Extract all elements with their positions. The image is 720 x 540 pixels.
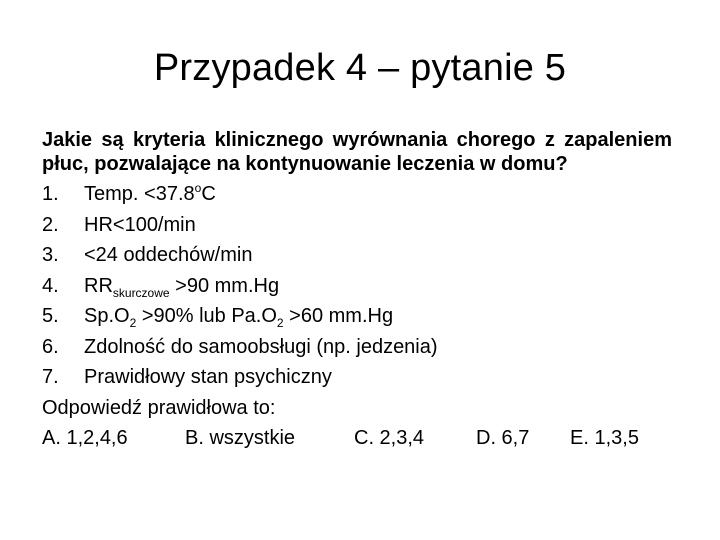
- criterion-text-part: C: [201, 183, 216, 205]
- question-text: Jakie są kryteria klinicznego wyrównania chorego z zapaleniem płuc, pozwalające na kontynuowanie leczenia w domu?: [42, 129, 672, 175]
- criterion-item: [42, 179, 672, 210]
- criterion-text: [84, 271, 672, 302]
- criterion-number: 2.: [42, 213, 59, 236]
- answer-option-d: D. 6,7: [476, 427, 530, 449]
- criterion-item: [42, 301, 672, 332]
- criterion-text: [84, 301, 672, 332]
- criterion-text-part: >90% lub Pa.O: [136, 305, 277, 327]
- answer-option-b: B. wszystkie: [185, 427, 296, 449]
- answer-option-a: A. 1,2,4,6: [42, 427, 128, 449]
- criterion-number: 4.: [42, 274, 59, 297]
- criterion-text: Zdolność do samoobsługi (np. jedzenia): [84, 335, 438, 358]
- criterion-number: 3.: [42, 244, 59, 266]
- criterion-item: [42, 332, 672, 363]
- criterion-number: 6.: [42, 335, 59, 358]
- criteria-list: [42, 179, 672, 393]
- answer-options: [42, 423, 672, 454]
- criterion-item: [42, 271, 672, 302]
- degree-superscript: o: [194, 181, 202, 195]
- criterion-text-part: >90 mm.Hg: [169, 274, 280, 297]
- subscript: skurczowe: [112, 285, 170, 300]
- subscript: 2: [129, 316, 137, 330]
- criterion-text: [84, 179, 672, 210]
- slide-body: [42, 128, 672, 454]
- answer-prompt: Odpowiedź prawidłowa to:: [42, 396, 276, 419]
- criterion-number: 1.: [42, 183, 59, 205]
- criterion-item: [42, 362, 672, 393]
- criterion-text-part: RR: [84, 274, 113, 297]
- criterion-text-part: >60 mm.Hg: [283, 305, 394, 327]
- criterion-text-part: Sp.O: [84, 305, 130, 327]
- criterion-text-part: Temp. <37.8: [84, 183, 195, 205]
- criterion-item: [42, 240, 672, 271]
- criterion-number: 7.: [42, 366, 59, 388]
- criterion-number: 5.: [42, 305, 59, 327]
- subscript: 2: [276, 316, 284, 330]
- answer-option-e: E. 1,3,5: [570, 427, 639, 449]
- slide-title: Przypadek 4 – pytanie 5: [153, 47, 567, 89]
- criterion-item: [42, 210, 672, 241]
- answer-option-c: C. 2,3,4: [354, 427, 425, 449]
- criterion-text: HR<100/min: [84, 213, 196, 236]
- criterion-text: Prawidłowy stan psychiczny: [84, 366, 332, 388]
- criterion-text: <24 oddechów/min: [84, 244, 253, 266]
